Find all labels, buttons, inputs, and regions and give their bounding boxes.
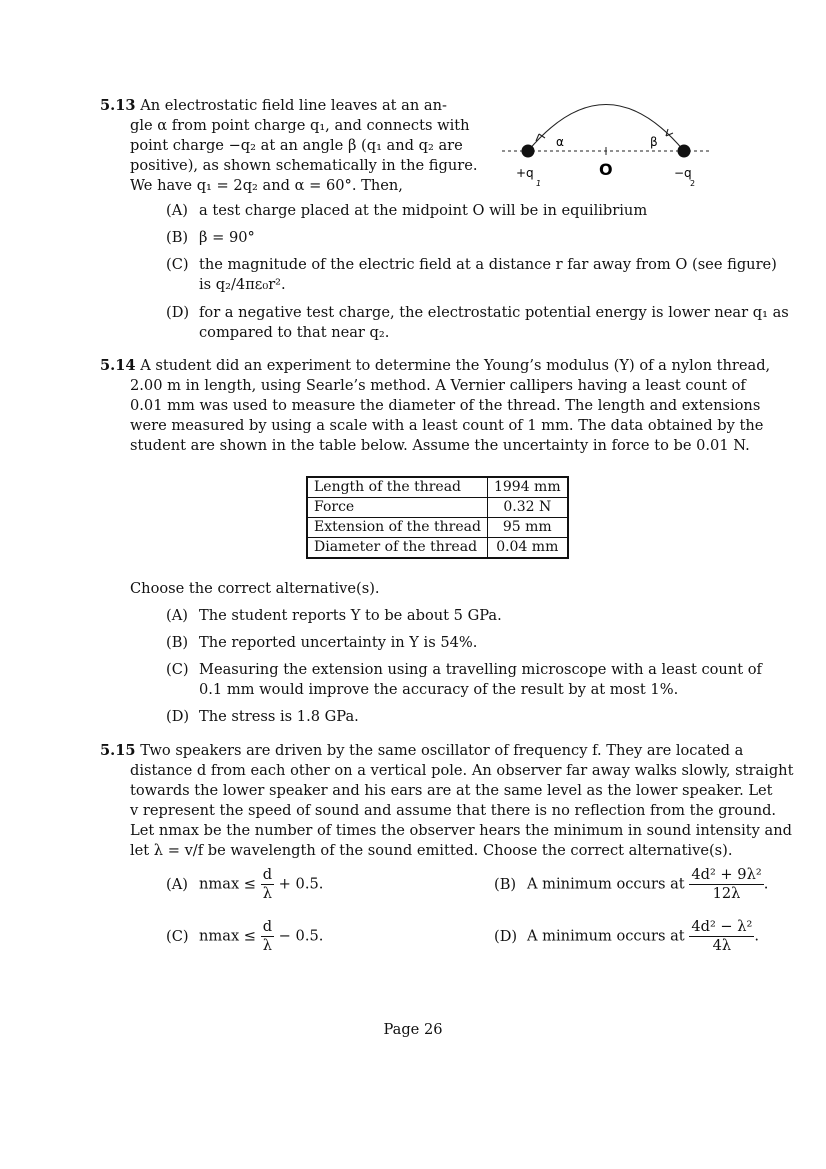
midpoint-label: O [599,160,613,179]
q515-line-6: let λ = v/f be wavelength of the sound emitted. Choose the correct alternative(s). [130,842,733,859]
table-cell-label: Diameter of the thread [307,538,487,559]
q515-line-5: Let nmax be the number of times the observer hears the minimum in sound intensity and [130,822,792,839]
q513-option-c [166,255,777,275]
q514-option-c-line-2: 0.1 mm would improve the accuracy of the result by at most 1%. [199,681,679,698]
q515-option-b [494,866,768,903]
option-label: (D) [166,708,190,725]
q513-line-3: point charge −q₂ at an angle β (q₁ and q₂ are [130,137,463,154]
fraction [261,918,274,955]
fraction-denominator: 12λ [712,885,741,902]
option-lhs: nmax ≤ [199,927,257,945]
beta-arrow-icon [666,129,673,136]
option-label: (D) [494,927,518,945]
q514-option-a [166,606,502,626]
alpha-label: α [556,135,564,149]
q514-option-c [166,660,762,680]
option-label: (A) [166,875,188,893]
q513-option-b [166,228,255,248]
option-label: (B) [166,229,189,246]
option-text: A minimum occurs at [527,875,685,893]
option-label: (D) [166,304,190,321]
q2-subscript: 2 [690,179,696,188]
option-label: (C) [166,661,189,678]
option-label: (A) [166,607,188,624]
option-end: . [754,927,760,945]
option-text: the magnitude of the electric field at a distance r far away from O (see figure) [199,256,777,273]
q514-line-5: student are shown in the table below. Assume the uncertainty in force to be 0.01 N. [130,437,750,454]
q513-line-5: We have q₁ = 2q₂ and α = 60°. Then, [130,177,403,194]
fraction-denominator: λ [262,885,272,902]
q515-text-1: Two speakers are driven by the same oscillator of frequency f. They are located a [140,742,744,759]
q513-option-c-line-2: is q₂/4πε₀r². [199,276,286,293]
beta-label: β [650,135,658,149]
q514-option-d [166,707,359,727]
option-rhs: − 0.5. [278,927,324,945]
q2-label: −q [674,166,692,180]
option-text: The reported uncertainty in Y is 54%. [199,634,478,651]
q513-number: 5.13 [100,97,136,114]
field-line [528,105,684,152]
option-label: (C) [166,927,189,945]
q513-option-a [166,201,647,221]
table-row [307,518,568,538]
q514-line-3: 0.01 mm was used to measure the diameter of the thread. The length and extensions [130,397,761,414]
thread-data-table [306,476,569,559]
option-rhs: + 0.5. [278,875,324,893]
option-text: a test charge placed at the midpoint O will be in equilibrium [199,202,648,219]
q1-label: +q [516,166,534,180]
option-label: (C) [166,256,189,273]
table-cell-value: 95 mm [487,518,567,538]
q515-option-d [494,918,759,955]
option-text: A minimum occurs at [527,927,685,945]
q513-figure [498,100,718,192]
q515-line-4: v represent the speed of sound and assume that there is no reflection from the ground. [130,802,777,819]
fraction-numerator: d [262,866,273,883]
q514-line-2: 2.00 m in length, using Searle’s method. A Vernier callipers having a least count of [130,377,746,394]
option-label: (B) [166,634,189,651]
fraction-numerator: d [262,918,273,935]
q1-subscript: 1 [536,179,542,188]
fraction-numerator: 4d² + 9λ² [691,866,762,883]
q513-line-2: gle α from point charge q₁, and connects with [130,117,470,134]
fraction [689,918,754,955]
option-label: (A) [166,202,188,219]
option-text: β = 90° [199,229,255,246]
q514-option-b [166,633,477,653]
option-text: The stress is 1.8 GPa. [199,708,359,725]
q515-line-3: towards the lower speaker and his ears are at the same level as the lower speaker. Let [130,782,773,799]
option-text: Measuring the extension using a travelling microscope with a least count of [199,661,762,678]
q513-option-d [166,303,789,323]
q513-line-4: positive), as shown schematically in the figure. [130,157,478,174]
q515-number: 5.15 [100,742,136,759]
q513-text-1: An electrostatic field line leaves at an an- [140,97,447,114]
table-row [307,498,568,518]
table-cell-label: Extension of the thread [307,518,487,538]
fraction-denominator: 4λ [712,937,732,954]
q515-line-2: distance d from each other on a vertical pole. An observer far away walks slowly, straight [130,762,794,779]
option-text: for a negative test charge, the electrostatic potential energy is lower near q₁ as [199,304,789,321]
q514-line-4: were measured by using a scale with a least count of 1 mm. The data obtained by the [130,417,764,434]
option-label: (B) [494,875,517,893]
q514-number: 5.14 [100,357,136,374]
table-row [307,477,568,498]
table-cell-value: 1994 mm [487,477,567,498]
table-cell-label: Force [307,498,487,518]
fraction-denominator: λ [262,937,272,954]
table-cell-value: 0.32 N [487,498,567,518]
q515-option-a [166,866,323,903]
option-end: . [763,875,769,893]
q515-option-c [166,918,323,955]
q514-line-1 [100,356,770,376]
q514-prompt: Choose the correct alternative(s). [130,580,380,597]
q515-line-1 [100,741,743,761]
fraction [689,866,763,903]
charge-q2-dot [678,145,691,158]
table-row [307,538,568,559]
q513-line-1 [100,96,447,116]
fraction-numerator: 4d² − λ² [691,918,753,935]
table-cell-label: Length of the thread [307,477,487,498]
page-number: Page 26 [383,1021,443,1038]
option-text: The student reports Y to be about 5 GPa. [199,607,502,624]
charge-q1-dot [522,145,535,158]
fraction [261,866,274,903]
option-lhs: nmax ≤ [199,875,257,893]
q513-option-d-line-2: compared to that near q₂. [199,324,390,341]
table-cell-value: 0.04 mm [487,538,567,559]
q514-text-1: A student did an experiment to determine the Young’s modulus (Y) of a nylon thread, [140,357,771,374]
